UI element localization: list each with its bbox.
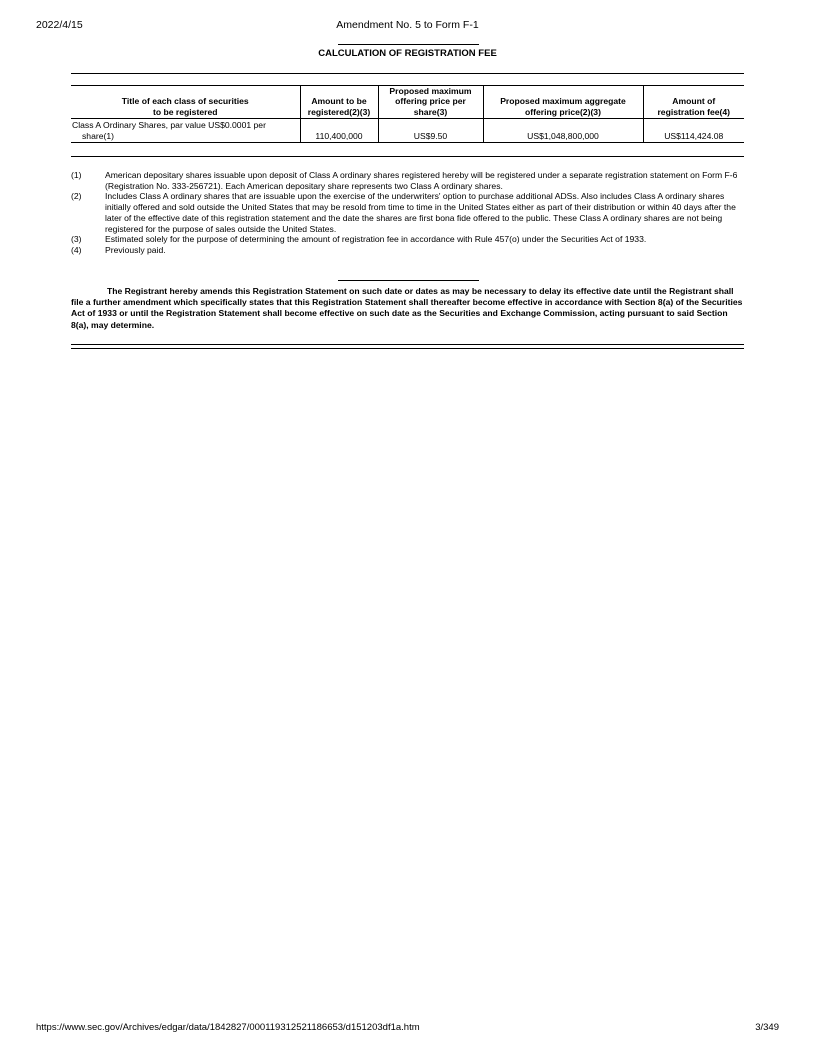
footnote: (4) Previously paid.: [71, 244, 166, 255]
footnote: (1) American depositary shares issuable upon deposit of Class A ordinary shares registered hereby will be registered under a separate registration statement on Form F-6 (Registration No. 333-256721). Each American depositary share represents two Class A ordinary shares.: [71, 170, 738, 191]
column-header-class: Title of each class of securities to be registered: [71, 86, 300, 119]
section-title: CALCULATION OF REGISTRATION FEE: [318, 48, 497, 59]
cell-amount: 110,400,000: [300, 119, 378, 143]
document-title: Amendment No. 5 to Form F-1: [336, 19, 479, 31]
footnote: (3) Estimated solely for the purpose of determining the amount of registration fee in accordance with Rule 457(o) under the Securities Act of 1933.: [71, 234, 647, 245]
page-number: 3/349: [755, 1022, 779, 1033]
column-header-fee: Amount of registration fee(4): [643, 86, 744, 119]
cell-class: Class A Ordinary Shares, par value US$0.0001 per share(1): [71, 119, 300, 143]
column-header-amount: Amount to be registered(2)(3): [300, 86, 378, 119]
table-row: [71, 119, 744, 143]
cell-fee: US$114,424.08: [643, 119, 744, 143]
amendment-statement: The Registrant hereby amends this Registration Statement on such date or dates as may be necessary to delay its effective date until the Registrant shall file a further amendment which specifically states that this Registration Statement shall thereafter become effective in accordance with Section 8(a) of the Securities Act of 1933 or until the Registration Statement shall become effective on such date as the Securities and Exchange Commission, acting pursuant to said Section 8(a), may determine.: [71, 286, 743, 330]
registration-fee-table: [71, 86, 744, 143]
divider: [71, 344, 744, 345]
cell-price: US$9.50: [378, 119, 483, 143]
column-header-price: Proposed maximum offering price per share(3): [378, 86, 483, 119]
cell-aggregate: US$1,048,800,000: [483, 119, 643, 143]
print-date: 2022/4/15: [36, 19, 83, 31]
divider: [71, 156, 744, 157]
source-url: https://www.sec.gov/Archives/edgar/data/1842827/000119312521186653/d151203df1a.htm: [36, 1022, 420, 1033]
divider: [338, 280, 479, 281]
table-header-row: [71, 86, 744, 119]
column-header-aggregate: Proposed maximum aggregate offering price(2)(3): [483, 86, 643, 119]
divider: [71, 348, 744, 349]
footnote: (2) Includes Class A ordinary shares that are issuable upon the exercise of the underwriters' option to purchase additional ADSs. Also includes Class A ordinary shares initially offered and sold outside the United States that may be resold from time to time in the United States either as part of their distribution or within 40 days after the later of the effective date of this registration statement and the date the shares are first bona fide offered to the public. These Class A ordinary shares are not being registered for the purpose of sales outside the United States.: [71, 191, 736, 234]
divider: [71, 73, 744, 74]
footnotes: [71, 170, 744, 256]
divider: [338, 44, 479, 45]
